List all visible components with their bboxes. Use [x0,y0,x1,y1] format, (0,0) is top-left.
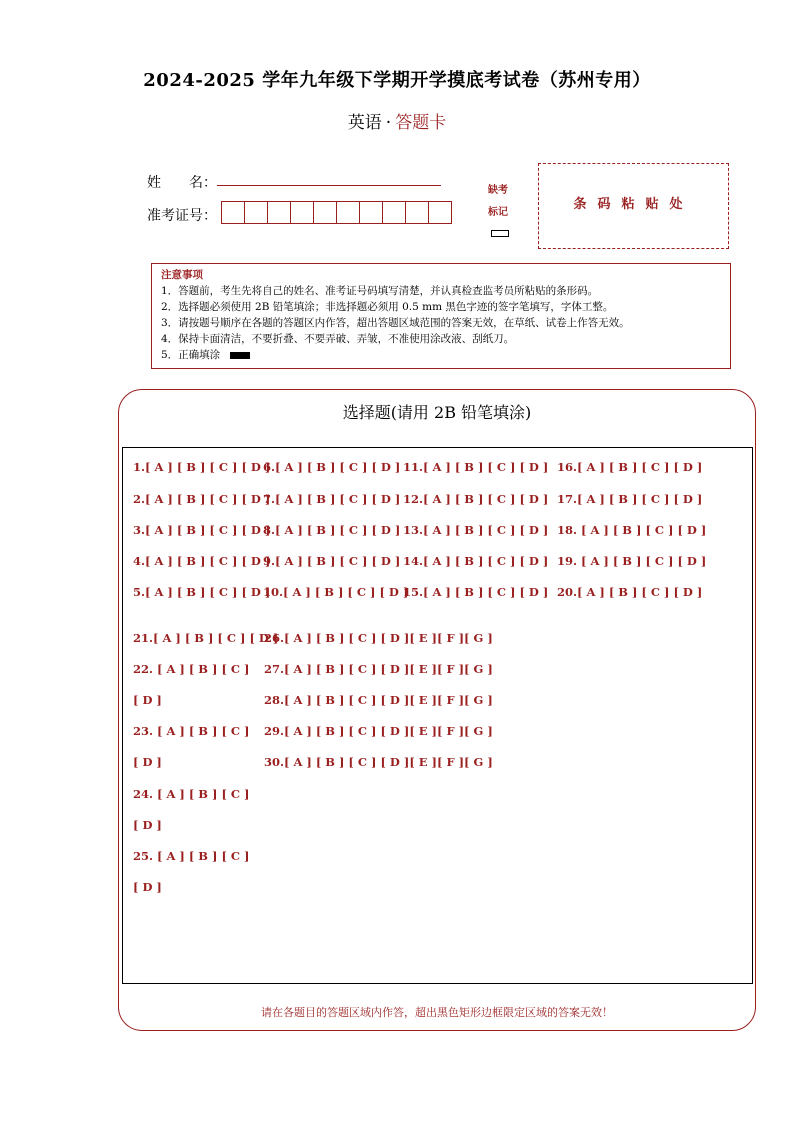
subtitle [0,108,794,133]
question-20[interactable]: 20.[ A ] [ B ] [ C ] [ D ] [557,585,703,599]
exam-id-boxes[interactable] [222,201,452,224]
question-17[interactable]: 17.[ A ] [ B ] [ C ] [ D ] [557,492,703,506]
name-label: 姓 名： [147,175,217,191]
question-14[interactable]: 14.[ A ] [ B ] [ C ] [ D ] [403,554,549,568]
question-27[interactable]: 27.[ A ] [ B ] [ C ] [ D ][ E ][ F ][ G ] [264,662,493,676]
question-23[interactable]: 23. [ A ] [ B ] [ C ] [133,724,250,738]
id-digit-box[interactable] [336,201,360,224]
question-10[interactable]: 10.[ A ] [ B ] [ C ] [ D ] [263,585,409,599]
notes-item: 1．答题前，考生先将自己的姓名、准考证号码填写清楚，并认真检查监考员所粘贴的条形码。 [161,285,599,297]
absent-mark-box[interactable] [491,230,509,237]
exam-id-label: 准考证号： [147,208,217,224]
question-26[interactable]: 26.[ A ] [ B ] [ C ] [ D ][ E ][ F ][ G ] [264,631,493,645]
question-1[interactable]: 1.[ A ] [ B ] [ C ] [ D ] [133,460,271,474]
notes-item: 2．选择题必须使用 2B 铅笔填涂；非选择题必须用 0.5 mm 黑色字迹的签字笔填写，字体工整。 [161,301,614,313]
question-25[interactable]: 25. [ A ] [ B ] [ C ] [133,849,250,863]
id-digit-box[interactable] [221,201,245,224]
question-16[interactable]: 16.[ A ] [ B ] [ C ] [ D ] [557,460,703,474]
notes-item-last [161,347,721,363]
id-digit-box[interactable] [382,201,406,224]
question-21[interactable]: 21.[ A ] [ B ] [ C ] [ D ] [133,631,279,645]
question-22-cont[interactable]: [ D ] [133,693,162,707]
question-23-cont[interactable]: [ D ] [133,755,162,769]
question-25-cont[interactable]: [ D ] [133,880,162,894]
subject-label: 英语 [347,113,382,133]
footer-note: 请在各题目的答题区域内作答，超出黑色矩形边框限定区域的答案无效！ [261,1006,613,1019]
question-9[interactable]: 9.[ A ] [ B ] [ C ] [ D ] [263,554,401,568]
notes-item: 4．保持卡面清洁，不要折叠、不要弄破、弄皱，不准使用涂改液、刮纸刀。 [161,333,515,345]
question-28[interactable]: 28.[ A ] [ B ] [ C ] [ D ][ E ][ F ][ G ] [264,693,493,707]
question-29[interactable]: 29.[ A ] [ B ] [ C ] [ D ][ E ][ F ][ G ] [264,724,493,738]
question-24-cont[interactable]: [ D ] [133,818,162,832]
question-6[interactable]: 6.[ A ] [ B ] [ C ] [ D ] [263,460,401,474]
page-title: 2024-2025 学年九年级下学期开学摸底考试卷（苏州专用） [143,70,651,91]
question-3[interactable]: 3.[ A ] [ B ] [ C ] [ D ] [133,523,271,537]
id-digit-box[interactable] [244,201,268,224]
section-title: 选择题(请用 2B 铅笔填涂) [342,403,532,422]
question-2[interactable]: 2.[ A ] [ B ] [ C ] [ D ] [133,492,271,506]
question-22[interactable]: 22. [ A ] [ B ] [ C ] [133,662,250,676]
question-13[interactable]: 13.[ A ] [ B ] [ C ] [ D ] [403,523,549,537]
id-digit-box[interactable] [359,201,383,224]
question-18[interactable]: 18. [ A ] [ B ] [ C ] [ D ] [557,523,707,537]
question-30[interactable]: 30.[ A ] [ B ] [ C ] [ D ][ E ][ F ][ G ] [264,755,493,769]
id-digit-box[interactable] [267,201,291,224]
notes-box [151,263,731,369]
absent-mark-label [484,180,512,224]
question-4[interactable]: 4.[ A ] [ B ] [ C ] [ D ] [133,554,271,568]
notes-item: 3．请按题号顺序在各题的答题区内作答，超出答题区域范围的答案无效，在草纸、试卷上作答无效。 [161,317,630,329]
name-field[interactable] [217,185,441,186]
question-24[interactable]: 24. [ A ] [ B ] [ C ] [133,787,250,801]
question-19[interactable]: 19. [ A ] [ B ] [ C ] [ D ] [557,554,707,568]
question-11[interactable]: 11.[ A ] [ B ] [ C ] [ D ] [403,460,549,474]
question-12[interactable]: 12.[ A ] [ B ] [ C ] [ D ] [403,492,549,506]
filled-sample-mark [230,352,250,359]
question-8[interactable]: 8.[ A ] [ B ] [ C ] [ D ] [263,523,401,537]
id-digit-box[interactable] [428,201,452,224]
subtitle-separator: · [385,113,392,133]
id-digit-box[interactable] [290,201,314,224]
absent-line1: 缺考 [488,185,508,196]
id-digit-box[interactable] [405,201,429,224]
question-5[interactable]: 5.[ A ] [ B ] [ C ] [ D ] [133,585,271,599]
question-7[interactable]: 7.[ A ] [ B ] [ C ] [ D ] [263,492,401,506]
card-type-label: 答题卡 [395,113,447,133]
notes-item: 5．正确填涂 [161,349,221,361]
id-digit-box[interactable] [313,201,337,224]
absent-line2: 标记 [488,207,508,218]
question-15[interactable]: 15.[ A ] [ B ] [ C ] [ D ] [403,585,549,599]
barcode-label: 条码粘贴处 [573,197,694,212]
notes-title: 注意事项 [161,269,203,281]
